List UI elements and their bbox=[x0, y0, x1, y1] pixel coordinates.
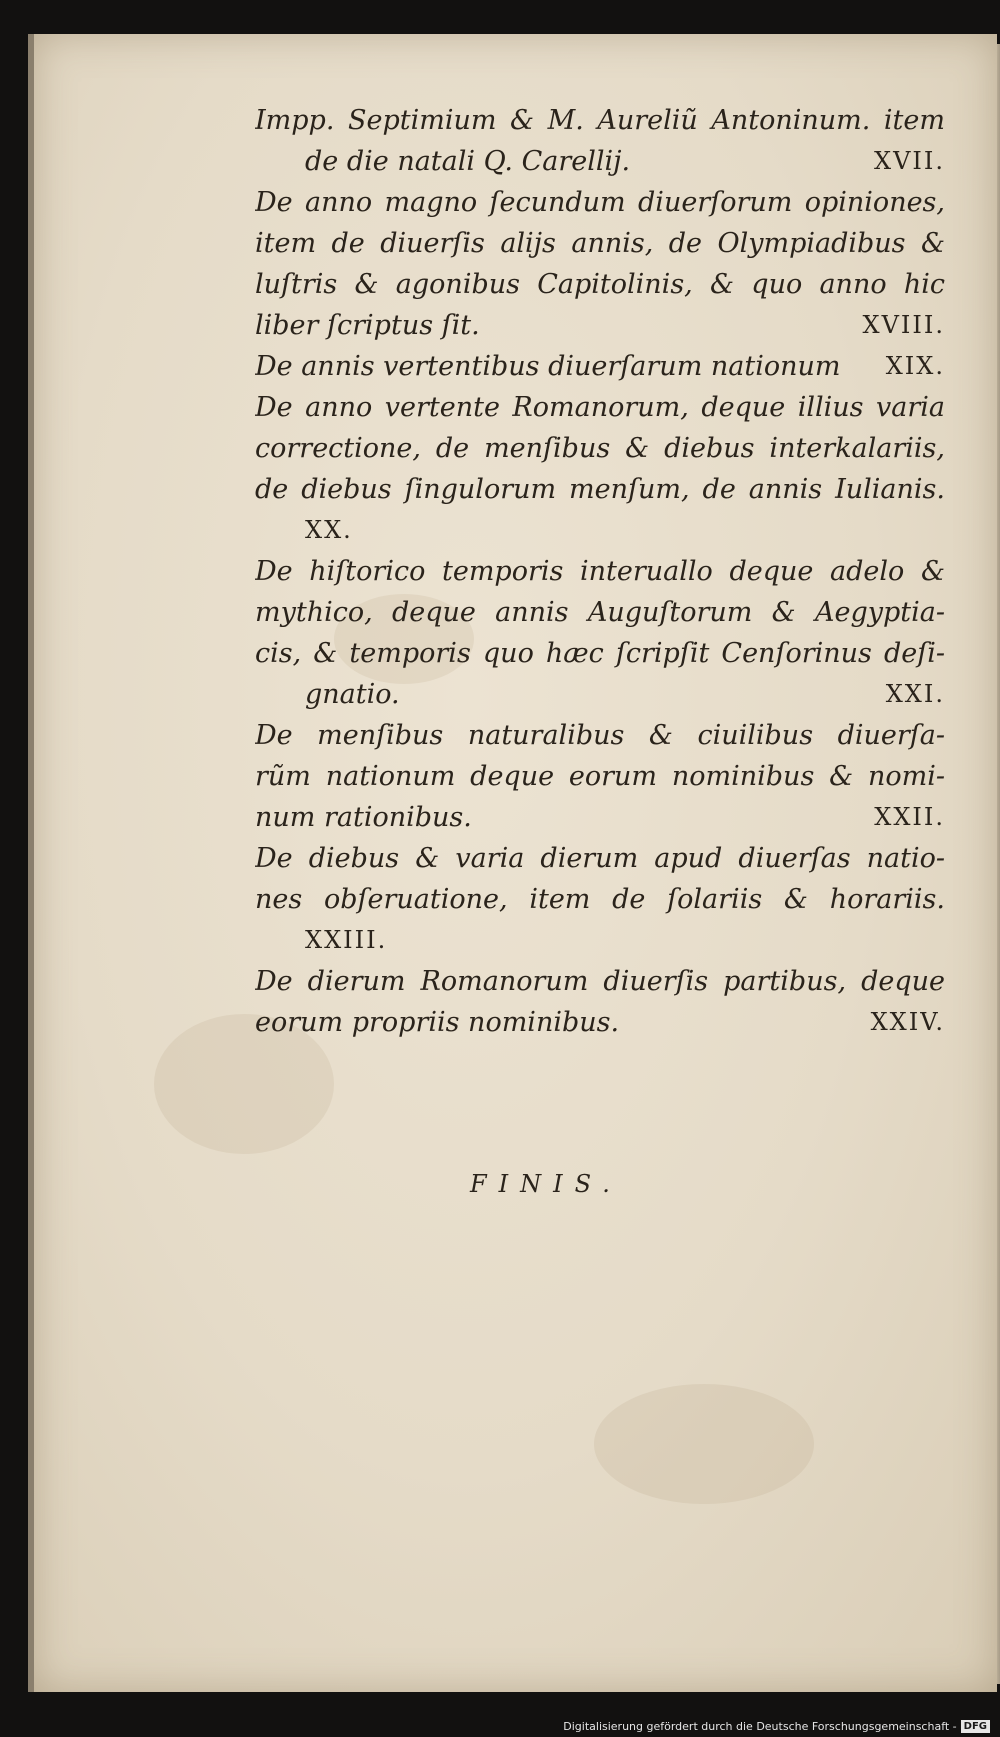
chapter-number: XVIII. bbox=[862, 311, 945, 339]
toc-line-with-number bbox=[255, 674, 945, 715]
toc-line: correctione, de menſibus & diebus interkalariis, bbox=[255, 433, 945, 464]
chapter-number: XIX. bbox=[885, 352, 945, 380]
table-of-contents bbox=[255, 100, 945, 1043]
chapter-number: XVII. bbox=[873, 147, 945, 175]
toc-entry bbox=[255, 346, 945, 387]
toc-line-with-number bbox=[255, 141, 945, 182]
paper-stain bbox=[594, 1384, 814, 1504]
toc-line: De menſibus naturalibus & ciuilibus diuerſa- bbox=[255, 720, 945, 751]
toc-entry bbox=[255, 838, 945, 961]
toc-line-text: De annis vertentibus diuerſarum nationum bbox=[255, 351, 841, 382]
toc-line-text: liber ſcriptus ſit. bbox=[255, 310, 480, 341]
toc-line-text: de die natali Q. Carellij. bbox=[305, 146, 631, 177]
chapter-number: XXIV. bbox=[870, 1008, 945, 1036]
finis-text: FINIS. bbox=[470, 1170, 622, 1198]
toc-line: rũm nationum deque eorum nominibus & nomi- bbox=[255, 761, 945, 792]
toc-line: De anno vertente Romanorum, deque illius varia bbox=[255, 392, 945, 423]
toc-entry bbox=[255, 100, 945, 182]
chapter-number: XXII. bbox=[874, 803, 945, 831]
toc-entry bbox=[255, 387, 945, 551]
dfg-logo-icon: DFG bbox=[961, 1720, 990, 1733]
toc-line-with-number bbox=[255, 1002, 945, 1043]
toc-line-text: eorum propriis nominibus. bbox=[255, 1007, 620, 1038]
toc-line: cis, & temporis quo hæc ſcripſit Cenſorinus deſi- bbox=[255, 638, 945, 669]
toc-line: De hiſtorico temporis interuallo deque adelo & bbox=[255, 556, 945, 587]
toc-line: nes obſeruatione, item de ſolariis & horariis. bbox=[255, 884, 945, 915]
toc-line: de diebus ſingulorum menſum, de annis Iulianis. bbox=[255, 474, 945, 505]
toc-entry bbox=[255, 182, 945, 346]
toc-line-text: gnatio. bbox=[305, 679, 400, 710]
toc-line-with-number bbox=[255, 305, 945, 346]
toc-line-with-number bbox=[255, 797, 945, 838]
toc-entry bbox=[255, 551, 945, 715]
digitization-credit bbox=[563, 1720, 990, 1733]
toc-line: item de diuerſis alijs annis, de Olympiadibus & bbox=[255, 228, 945, 259]
toc-line: De diebus & varia dierum apud diuerſas natio- bbox=[255, 843, 945, 874]
toc-line: Impp. Septimium & M. Aureliũ Antoninum. item bbox=[255, 105, 945, 136]
chapter-number: XX. bbox=[305, 516, 353, 544]
chapter-number: XXIII. bbox=[305, 926, 388, 954]
toc-line: De anno magno ſecundum diuerſorum opiniones, bbox=[255, 187, 945, 218]
toc-line: De dierum Romanorum diuerſis partibus, deque bbox=[255, 966, 945, 997]
credit-text: Digitalisierung gefördert durch die Deutsche Forschungsgemeinschaft - bbox=[563, 1720, 957, 1733]
toc-entry bbox=[255, 961, 945, 1043]
toc-line: mythico, deque annis Auguſtorum & Aegyptia- bbox=[255, 597, 945, 628]
chapter-number: XXI. bbox=[885, 680, 945, 708]
toc-line-text: num rationibus. bbox=[255, 802, 472, 833]
toc-entry bbox=[255, 715, 945, 838]
toc-line-with-number bbox=[255, 346, 945, 387]
toc-line: luſtris & agonibus Capitolinis, & quo anno hic bbox=[255, 269, 945, 300]
